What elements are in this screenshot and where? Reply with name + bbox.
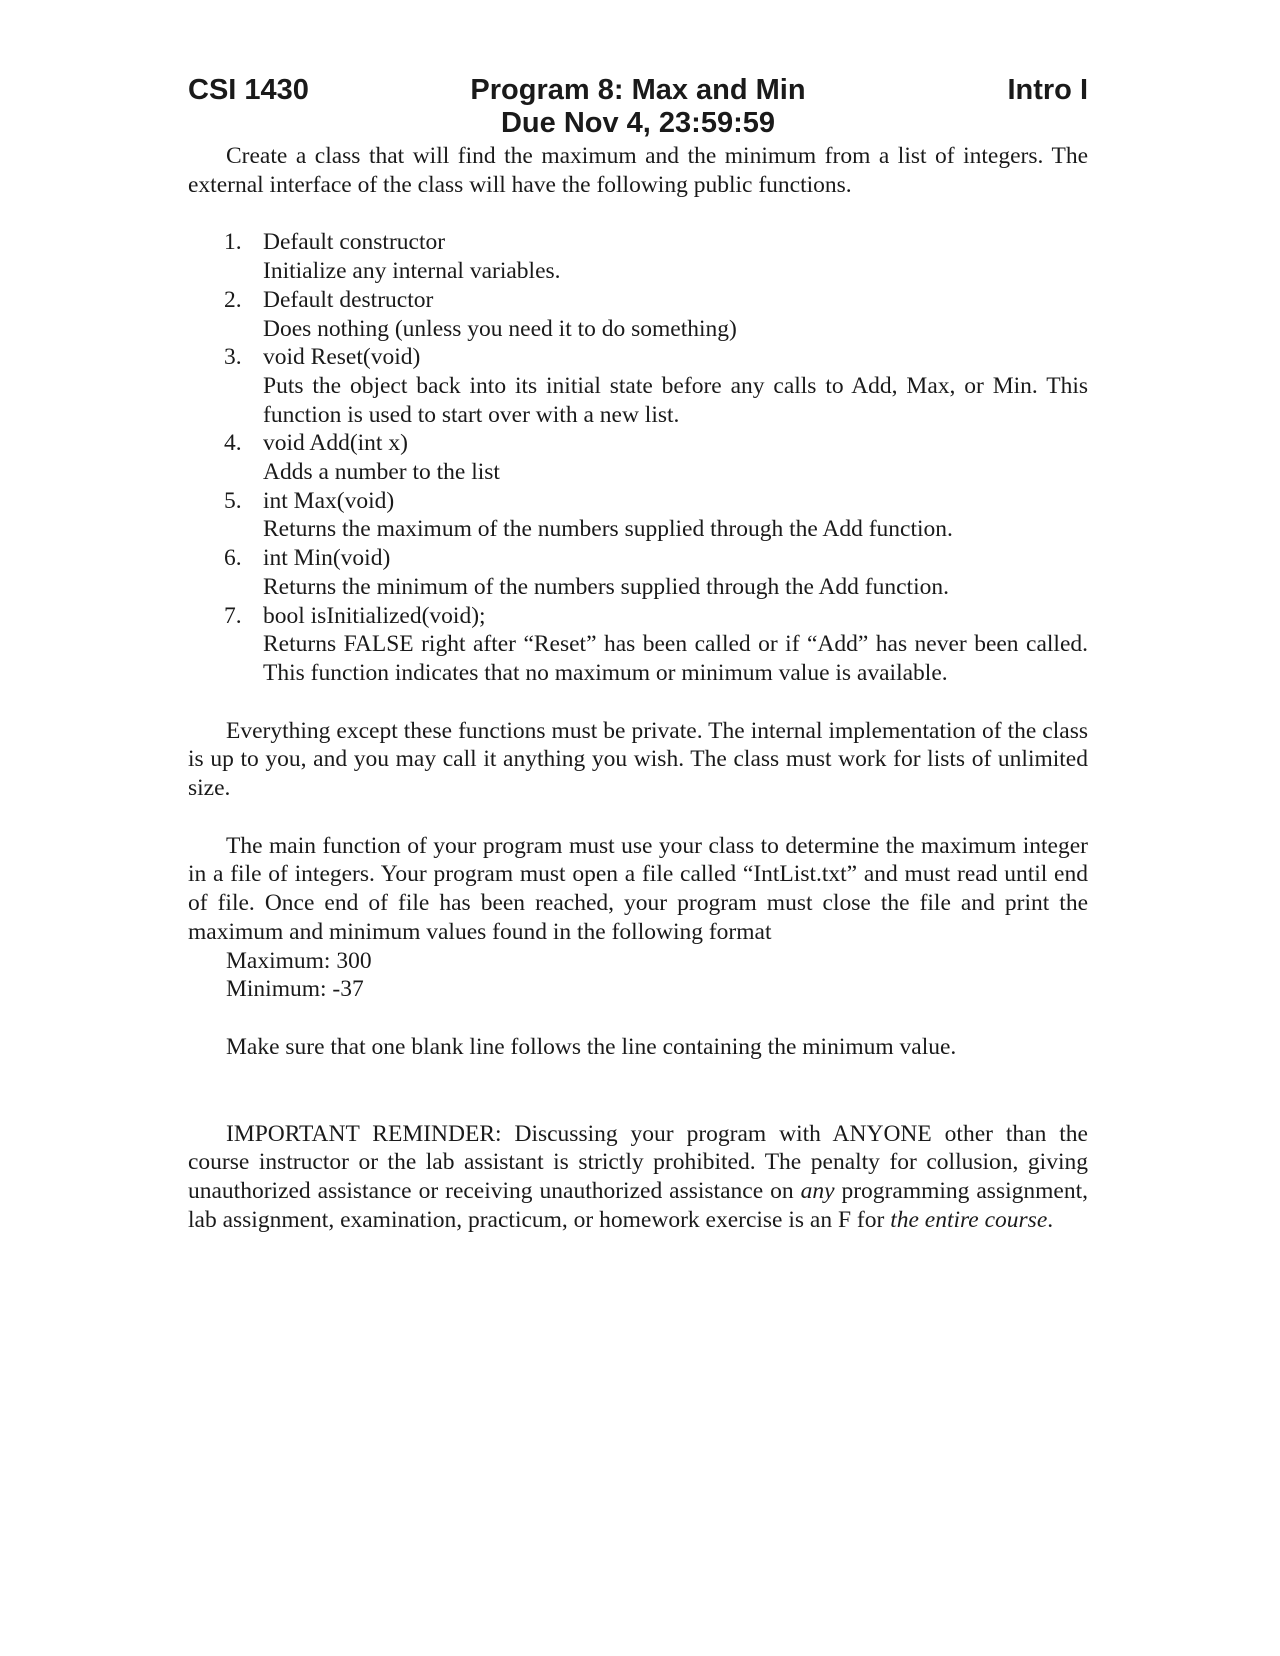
list-item <box>188 602 1088 688</box>
page-header <box>188 70 1088 142</box>
important-reminder <box>188 1120 1088 1235</box>
reminder-emphasis-course: the entire course <box>890 1206 1048 1233</box>
list-item <box>188 228 1088 285</box>
list-item-number: 5. <box>224 487 242 514</box>
list-item <box>188 286 1088 343</box>
function-description: Returns FALSE right after “Reset” has been called or if “Add” has never been called. This function indicates that no maximum or minimum value is available. <box>263 631 1088 686</box>
course-code: CSI 1430 <box>188 74 309 106</box>
function-description: Does nothing (unless you need it to do something) <box>263 315 737 342</box>
function-signature: void Add(int x) <box>263 430 408 457</box>
intro-paragraph: Create a class that will find the maximum and the minimum from a list of integers. The external interface of the class will have the following public functions. <box>188 143 1088 198</box>
header-center <box>188 74 1088 140</box>
list-item <box>188 544 1088 601</box>
list-item <box>188 343 1088 429</box>
function-description: Puts the object back into its initial state before any calls to Add, Max, or Min. This function is used to start over with a new list. <box>263 372 1088 428</box>
list-item-number: 7. <box>224 602 242 629</box>
assignment-page <box>188 70 1088 1235</box>
sample-output-min: Minimum: -37 <box>226 976 364 1003</box>
blank-line-note: Make sure that one blank line follows the line containing the minimum value. <box>226 1033 957 1060</box>
reminder-text-1: IMPORTANT REMINDER: Discussing your program with ANYONE other than the course instructor or the lab assistant is strictly prohibited. The penalty for collusion, giving unauthorized assistance or receiving unauthorized assistance on <box>188 1120 1088 1205</box>
private-paragraph: Everything except these functions must be private. The internal implementation of the class is up to you, and you may call it anything you wish. The class must work for lists of unlimited size. <box>188 717 1088 802</box>
assignment-title: Program 8: Max and Min <box>470 74 806 106</box>
list-item-number: 1. <box>224 229 242 256</box>
function-signature: bool isInitialized(void); <box>263 602 486 629</box>
list-item-number: 2. <box>224 286 242 313</box>
function-description: Returns the maximum of the numbers supplied through the Add function. <box>263 516 953 543</box>
function-signature: int Max(void) <box>263 487 395 514</box>
sample-output-max: Maximum: 300 <box>226 947 372 974</box>
function-description: Adds a number to the list <box>263 459 500 486</box>
function-signature: Default destructor <box>263 286 434 313</box>
function-signature: void Reset(void) <box>263 344 421 371</box>
assignment-body <box>188 142 1088 1235</box>
function-list <box>188 228 1088 687</box>
course-section: Intro I <box>1007 74 1088 106</box>
list-item <box>188 487 1088 544</box>
function-signature: Default constructor <box>263 229 446 256</box>
reminder-text-3: . <box>1047 1206 1054 1233</box>
reminder-emphasis-any: any <box>800 1178 835 1205</box>
reminder-text-2: programming assignment, lab assignment, examination, practicum, or homework exercise is an F for <box>188 1178 1088 1233</box>
list-item-number: 4. <box>224 430 242 457</box>
main-paragraph: The main function of your program must use your class to determine the maximum integer in a file of integers. Your program must open a file called “IntList.txt” and must read until end of file. Once end of file has been reached, your program must close the file and print the maximum and minimum values found in the following format <box>188 832 1088 945</box>
function-signature: int Min(void) <box>263 545 391 572</box>
list-item <box>188 429 1088 486</box>
function-description: Returns the minimum of the numbers supplied through the Add function. <box>263 573 949 600</box>
list-item-number: 3. <box>224 344 242 371</box>
due-date: Due Nov 4, 23:59:59 <box>500 107 775 139</box>
function-description: Initialize any internal variables. <box>263 258 561 285</box>
list-item-number: 6. <box>224 545 242 572</box>
